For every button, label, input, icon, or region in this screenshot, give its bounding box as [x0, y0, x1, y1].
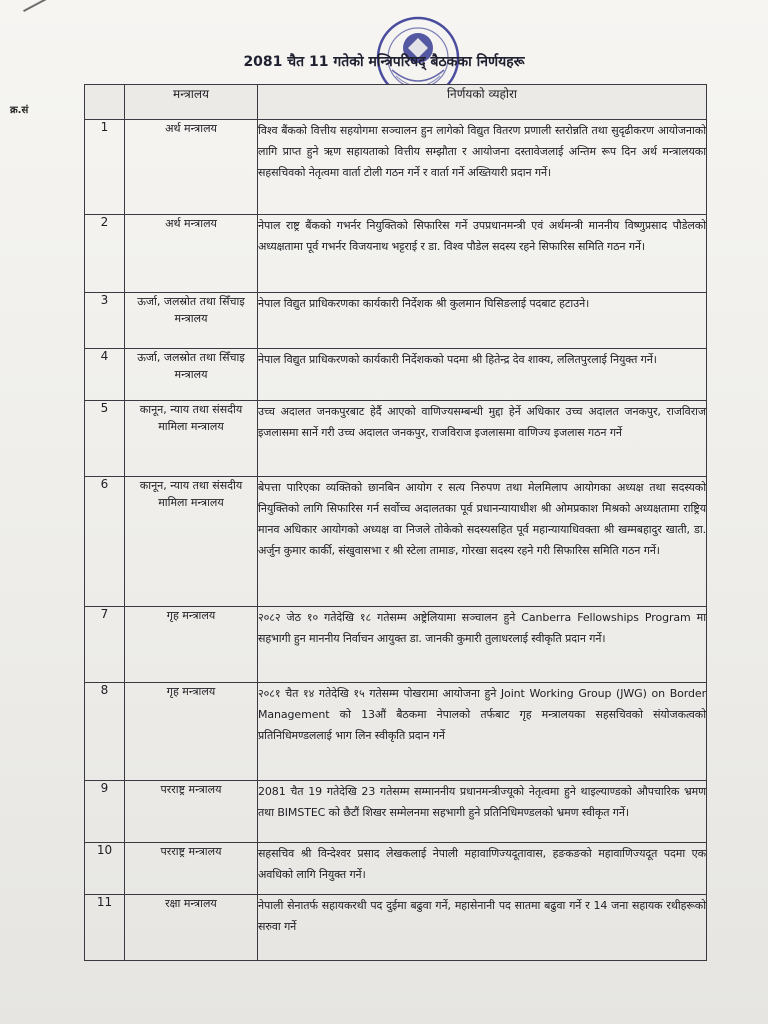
row-ministry: कानून, न्याय तथा संसदीय मामिला मन्त्रालय [125, 401, 258, 477]
row-ministry: परराष्ट्र मन्त्रालय [125, 781, 258, 843]
row-ministry: गृह मन्त्रालय [125, 683, 258, 781]
table-row [85, 895, 707, 961]
row-decision: विश्व बैंकको वित्तीय सहयोगमा सञ्चालन हुन लागेको विद्युत वितरण प्रणाली स्तरोन्नति तथा सुदृढीकरण आयोजनाको लागि प्राप्त हुने ऋण सहायताको वित्तीय सम्झौता र आयोजना दस्तावेजलाई अन्तिम रूप दिन अर्थ मन्त्रालयका सहसचिवको नेतृत्वमा वार्ता टोली गठन गर्ने र वार्ता गर्ने अख्तियारी प्रदान गर्ने। [258, 120, 707, 215]
row-decision: उच्च अदालत जनकपुरबाट हेर्दै आएको वाणिज्यसम्बन्धी मुद्दा हेर्ने अधिकार उच्च अदालत जनकपुर, राजविराज इजलासमा सार्ने गरी उच्च अदालत जनकपुर, राजविराज इजलासमा वाणिज्य इजलास गठन गर्ने [258, 401, 707, 477]
table-row [85, 215, 707, 293]
header-decision: निर्णयको व्यहोरा [258, 85, 707, 120]
row-decision: नेपाल विद्युत प्राधिकरणका कार्यकारी निर्देशक श्री कुलमान घिसिङलाई पदबाट हटाउने। [258, 293, 707, 349]
table-row [85, 607, 707, 683]
row-number: 1 [85, 120, 125, 215]
row-number: 7 [85, 607, 125, 683]
row-number: 5 [85, 401, 125, 477]
row-number: 6 [85, 477, 125, 607]
table-row [85, 293, 707, 349]
row-decision: नेपाल राष्ट्र बैंकको गभर्नर नियुक्तिको सिफारिस गर्ने उपप्रधानमन्त्री एवं अर्थमन्त्री माननीय विष्णुप्रसाद पौडेलको अध्यक्षतामा पूर्व गभर्नर विजयनाथ भट्टराई र डा. विश्व पौडेल सदस्य रहने सिफारिस समिति गठन गर्ने। [258, 215, 707, 293]
serial-number-label: क्र.सं [10, 105, 29, 116]
table-row [85, 477, 707, 607]
row-decision: सहसचिव श्री विन्देश्वर प्रसाद लेखकलाई नेपाली महावाणिज्यदूतावास, हङकङको महावाणिज्यदूत पदमा एक अवधिको लागि नियुक्त गर्ने। [258, 843, 707, 895]
table-row [85, 120, 707, 215]
row-ministry: ऊर्जा, जलस्रोत तथा सिँचाइ मन्त्रालय [125, 293, 258, 349]
table-row [85, 401, 707, 477]
row-decision: 2081 चैत 19 गतेदेखि 23 गतेसम्म सम्माननीय प्रधानमन्त्रीज्यूको नेतृत्वमा हुने थाइल्याण्डको औपचारिक भ्रमण तथा BIMSTEC को छैटौं शिखर सम्मेलनमा सहभागी हुने प्रतिनिधिमण्डलको भ्रमण स्वीकृत गर्ने। [258, 781, 707, 843]
row-number: 10 [85, 843, 125, 895]
row-decision: २०८१ चैत १४ गतेदेखि १५ गतेसम्म पोखरामा आयोजना हुने Joint Working Group (JWG) on Border Management को 13औं बैठकमा नेपालको तर्फबाट गृह मन्त्रालयका सहसचिवको संयोजकत्वको प्रतिनिधिमण्डललाई भाग लिन स्वीकृति प्रदान गर्ने [258, 683, 707, 781]
header-serial [85, 85, 125, 120]
row-ministry: रक्षा मन्त्रालय [125, 895, 258, 961]
row-decision: नेपाली सेनातर्फ सहायकरथी पद दुईमा बढुवा गर्ने, महासेनानी पद सातमा बढुवा गर्ने र 14 जना सहायक रथीहरूको सरुवा गर्ने [258, 895, 707, 961]
table-row [85, 349, 707, 401]
row-ministry: परराष्ट्र मन्त्रालय [125, 843, 258, 895]
row-number: 3 [85, 293, 125, 349]
row-ministry: अर्थ मन्त्रालय [125, 215, 258, 293]
row-decision: बेपत्ता पारिएका व्यक्तिको छानबिन आयोग र सत्य निरुपण तथा मेलमिलाप आयोगका अध्यक्ष तथा सदस्यको नियुक्तिको लागि सिफारिस गर्न सर्वोच्च अदालतका पूर्व प्रधानन्यायाधीश श्री ओमप्रकाश मिश्रको अध्यक्षतामा राष्ट्रिय मानव अधिकार आयोगको अध्यक्ष वा निजले तोकेको सदस्यसहित पूर्व महान्यायाधिवक्ता श्री खम्मबहादुर खाती, डा. अर्जुन कुमार कार्की, संखुवासभा र श्री स्टेला तामाङ, गोरखा सदस्य रहने गरी सिफारिस समिति गठन गर्ने। [258, 477, 707, 607]
document-title: 2081 चैत 11 गतेको मन्त्रिपरिषद् बैठकका निर्णयहरू [243, 54, 525, 70]
row-decision: २०८२ जेठ १० गतेदेखि १८ गतेसम्म अष्ट्रेलियामा सञ्चालन हुने Canberra Fellowships Program मा सहभागी हुन माननीय निर्वाचन आयुक्त डा. जानकी कुमारी तुलाधरलाई स्वीकृति प्रदान गर्ने। [258, 607, 707, 683]
decisions-table [84, 84, 707, 961]
table-header-row [85, 85, 707, 120]
table-row [85, 843, 707, 895]
table-row [85, 683, 707, 781]
row-decision: नेपाल विद्युत प्राधिकरणको कार्यकारी निर्देशकको पदमा श्री हितेन्द्र देव शाक्य, ललितपुरलाई नियुक्त गर्ने। [258, 349, 707, 401]
row-number: 9 [85, 781, 125, 843]
row-number: 4 [85, 349, 125, 401]
row-ministry: गृह मन्त्रालय [125, 607, 258, 683]
table-row [85, 781, 707, 843]
row-number: 8 [85, 683, 125, 781]
header-ministry: मन्त्रालय [125, 85, 258, 120]
row-ministry: अर्थ मन्त्रालय [125, 120, 258, 215]
row-ministry: ऊर्जा, जलस्रोत तथा सिँचाइ मन्त्रालय [125, 349, 258, 401]
pen-mark [23, 0, 47, 12]
row-number: 2 [85, 215, 125, 293]
row-ministry: कानून, न्याय तथा संसदीय मामिला मन्त्रालय [125, 477, 258, 607]
row-number: 11 [85, 895, 125, 961]
